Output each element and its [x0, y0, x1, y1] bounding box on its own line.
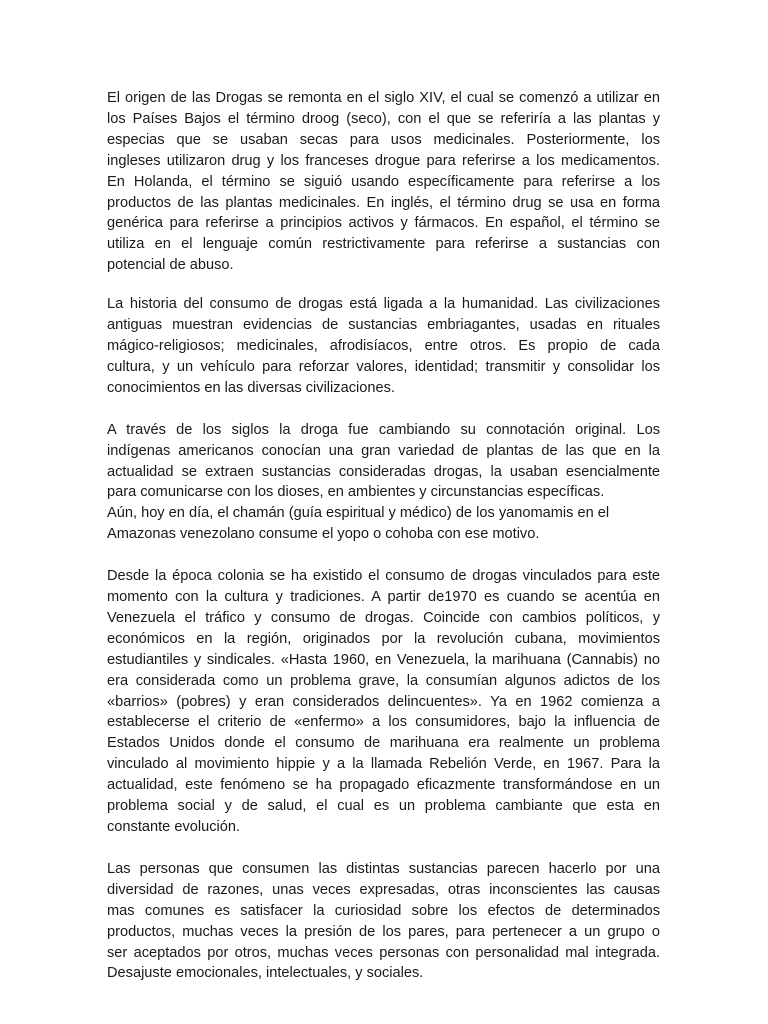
text-line: Estados Unidos donde el consumo de marihuana era realmente un problema	[107, 735, 660, 752]
text-line: conocimientos en las diversas civilizaciones.	[107, 379, 395, 396]
text-line: productos de las plantas medicinales. En inglés, el término drug se usa en forma	[107, 194, 660, 211]
paragraph-shaman	[107, 503, 660, 545]
text-line: establecerse el criterio de «enfermo» a los consumidores, bajo la influencia de	[107, 714, 660, 731]
text-line: momento con la cultura y tradiciones. A partir de1970 es cuando se acentúa en	[107, 589, 660, 606]
text-line: ser aceptados por otros, muchas veces personas con personalidad mal integrada.	[107, 944, 660, 961]
text-line: constante evolución.	[107, 819, 241, 835]
text-line: A través de los siglos la droga fue cambiando su connotación original. Los	[107, 421, 660, 438]
text-line: genérica para referirse a principios activos y fármacos. En español, el término se	[107, 215, 660, 232]
text-line: problema social y de salud, el cual es un problema cambiante que esta en	[107, 798, 660, 815]
text-line: Amazonas venezolano consume el yopo o cohoba con ese motivo.	[107, 526, 540, 543]
paragraph-colonial	[107, 566, 660, 838]
text-line: La historia del consumo de drogas está ligada a la humanidad. Las civilizaciones	[107, 296, 660, 313]
text-line: mas comunes es satisfacer la curiosidad sobre los efectos de determinados	[107, 902, 660, 919]
text-line: productos, muchas veces la presión de los pares, para pertenecer a un grupo o	[107, 923, 660, 940]
text-line: indígenas americanos conocían una gran variedad de plantas de las que en la	[107, 442, 660, 459]
text-line: Venezuela el tráfico y consumo de drogas. Coincide con cambios políticos, y	[107, 609, 660, 626]
text-line: En Holanda, el término se siguió usando específicamente para referirse a los	[107, 173, 660, 190]
text-line: Aún, hoy en día, el chamán (guía espiritual y médico) de los yanomamis en el	[107, 505, 610, 522]
text-line: era considerada como un problema grave, la consumían algunos adictos de los	[107, 672, 660, 689]
text-line: utiliza en el lenguaje común restrictivamente para referirse a sustancias con	[107, 236, 660, 253]
text-line: El origen de las Drogas se remonta en el siglo XIV, el cual se comenzó a utilizar en	[107, 90, 660, 106]
text-line: ingleses utilizaron drug y los franceses drogue para referirse a los medicamentos.	[107, 152, 660, 169]
text-line: económicos en la región, originados por la revolución cubana, movimientos	[107, 630, 660, 647]
text-line: cultura, y un vehículo para reforzar valores, identidad; transmitir y consolidar los	[107, 358, 660, 375]
text-line: estudiantiles y sindicales. «Hasta 1960, en Venezuela, la marihuana (Cannabis) no	[107, 651, 660, 668]
text-line: actualidad, este fenómeno se ha propagado eficazmente transformándose en un	[107, 777, 660, 794]
text-line: mágico-religiosos; medicinales, afrodisíacos, entre otros. Es propio de cada	[107, 337, 660, 354]
paragraph-origin	[107, 88, 660, 276]
text-line: especias que se usaban secas para usos medicinales. Posteriormente, los	[107, 131, 660, 148]
text-line: Desajuste emocionales, intelectuales, y sociales.	[107, 965, 424, 982]
text-line: los Países Bajos el término droog (seco), con el que se referiría a las plantas y	[107, 110, 660, 127]
text-line: diversidad de razones, unas veces expresadas, otras inconscientes las causas	[107, 881, 660, 898]
text-line: potencial de abuso.	[107, 257, 234, 274]
text-line: Las personas que consumen las distintas sustancias parecen hacerlo por una	[107, 860, 660, 877]
paragraph-reasons	[107, 859, 660, 984]
document-body	[107, 88, 660, 984]
text-line: Desde la época colonia se ha existido el consumo de drogas vinculados para este	[107, 568, 660, 585]
text-line: antiguas muestran evidencias de sustancias embriagantes, usadas en rituales	[107, 317, 660, 334]
paragraph-history	[107, 294, 660, 399]
text-line: actualidad se extraen sustancias consideradas drogas, la usaban esencialmente	[107, 463, 660, 480]
text-line: para comunicarse con los dioses, en ambientes y circunstancias específicas.	[107, 484, 605, 501]
text-line: vinculado al movimiento hippie y a la llamada Rebelión Verde, en 1967. Para la	[107, 756, 660, 773]
text-line: «barrios» (pobres) y eran considerados delincuentes». Ya en 1962 comienza a	[107, 693, 660, 710]
paragraph-centuries	[107, 420, 660, 504]
